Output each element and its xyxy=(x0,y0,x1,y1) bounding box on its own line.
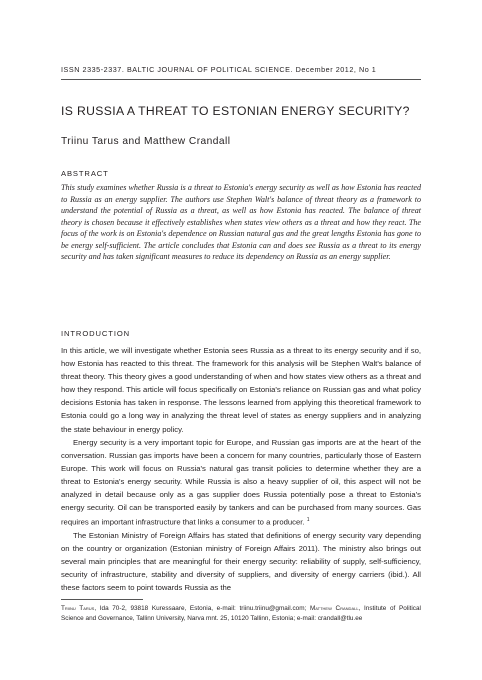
footnote-rule xyxy=(61,599,143,600)
abstract-text: This study examines whether Russia is a threat to Estonia's energy security as well as how Estonia has reacted to Russia as an energy supplier. The authors use Stephen Walt's balance of threat theory as a framework to understand the potential of Russia as a threat, as well as how Estonia has reacted. The balance of threat theory is chosen because it effectively establishes when states view others as a threat and how they react. The focus of the work is on Estonia's dependence on Russian natural gas and the great lengths Estonia has gone to be energy self-sufficient. The article concludes that Estonia can and does see Russia as a threat to its energy security and has taken significant measures to reduce its dependency on Russia as an energy supplier. xyxy=(61,183,421,261)
paragraph-3: The Estonian Ministry of Foreign Affairs has stated that definitions of energy security vary depending on the country or organization (Estonian ministry of Foreign Affairs 2011). The ministry also brings out several main principles that are meaningful for their energy security: reliability of supply, self-sufficiency, security of infrastructure, stability and diversity of suppliers, and diversity of energy carriers (ibid.). All these factors seem to point towards Russia as the xyxy=(61,530,421,593)
paragraph-2 xyxy=(61,436,421,529)
footnote-marker: 1 xyxy=(306,517,310,524)
footnote-author-1: Triinu Tarus xyxy=(61,605,95,612)
header-rule xyxy=(61,79,421,80)
article-title: IS RUSSIA A THREAT TO ESTONIAN ENERGY SECURITY? xyxy=(61,104,410,118)
article-authors: Triinu Tarus and Matthew Crandall xyxy=(61,136,231,147)
footnote xyxy=(61,604,421,623)
footnote-address-2: , Institute of Political Science and Governance, Tallinn University, Narva mnt. 25, 10120 Tallinn, Estonia; e-mail: crandall@tlu.ee xyxy=(61,605,421,622)
introduction-heading: INTRODUCTION xyxy=(61,329,131,338)
abstract-heading: ABSTRACT xyxy=(61,169,109,178)
introduction-body xyxy=(61,344,421,594)
footnote-address-1: , Ida 70-2, 93818 Kuressaare, Estonia, e-mail: triinu.triinu@gmail.com; xyxy=(94,605,310,612)
paragraph-1: In this article, we will investigate whether Estonia sees Russia as a threat to its energy security and if so, how Estonia has reacted to this threat. The framework for this analysis will be Stephen Walt's balance of threat theory. This theory gives a good understanding of when and how states view others as a threat and how they respond. This article will focus specifically on Estonia's reliance on Russian gas and what policy decisions Estonia has taken in response. The lessons learned from applying this theoretical framework to Estonia could go a long way in analyzing the threat level of states as energy suppliers and in analyzing the state behaviour in energy policy. xyxy=(61,346,421,434)
running-head: ISSN 2335-2337. BALTIC JOURNAL OF POLITICAL SCIENCE. December 2012, No 1 xyxy=(61,65,377,74)
footnote-author-2: Matthew Crandall xyxy=(309,605,359,612)
paragraph-2-text: Energy security is a very important topic for Europe, and Russian gas imports are at the heart of the conversation. Russian gas imports have been a concern for many countries, particularly those of Eastern Europe. This work will focus on Russia's natural gas transit policies to determine whether they are a threat to Estonia's energy security. While Russia is also a heavy supplier of oil, this aspect will not be analyzed in detail because only as a gas supplier does Russia potentially pose a threat to Estonia's energy security. Oil can be transported easily by tankers and can be purchased from many sources. Gas requires an important infrastructure that links a consumer to a producer. xyxy=(61,437,421,527)
